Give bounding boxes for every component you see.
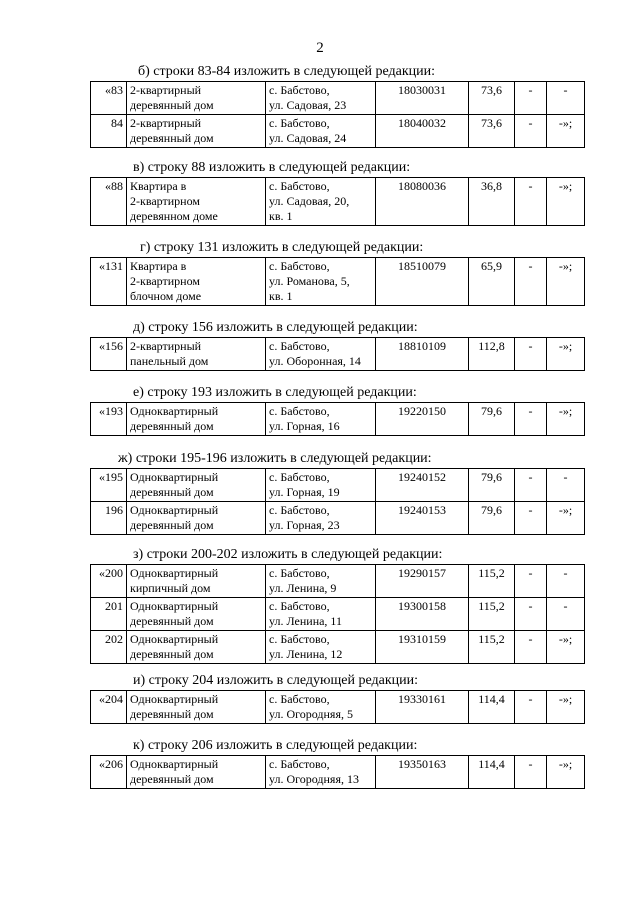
cell-d1: - [515, 115, 547, 148]
cell-d2: -»; [547, 631, 585, 664]
cell-line: кирпичный дом [130, 581, 211, 595]
section-heading-b: б) строки 83-84 изложить в следующей редакции: [138, 64, 436, 79]
cell-line: с. Бабстово, [269, 259, 330, 273]
cell-d2: -»; [547, 403, 585, 436]
cell-d1: - [515, 756, 547, 789]
cell-type [127, 469, 266, 502]
cell-line: с. Бабстово, [269, 632, 330, 646]
table-row [91, 598, 585, 631]
cell-line: с. Бабстово, [269, 83, 330, 97]
cell-line: блочном доме [130, 289, 202, 303]
section-heading-v: в) строку 88 изложить в следующей редакции: [133, 160, 411, 175]
cell-d1: - [515, 598, 547, 631]
table-row [91, 178, 585, 226]
cell-address [266, 82, 376, 115]
cell-type [127, 82, 266, 115]
cell-line: Одноквартирный [130, 404, 219, 418]
page-number: 2 [316, 40, 324, 56]
cell-area: 36,8 [469, 178, 515, 226]
cell-type [127, 258, 266, 306]
section-heading-d: д) строку 156 изложить в следующей редакции: [133, 320, 418, 335]
cell-type [127, 178, 266, 226]
cell-d2: - [547, 469, 585, 502]
cell-line: деревянный дом [130, 772, 214, 786]
cell-code: 18040032 [376, 115, 469, 148]
cell-line: ул. Оборонная, 14 [269, 354, 361, 368]
table-row [91, 631, 585, 664]
cell-num: «88 [91, 178, 127, 226]
cell-num: «200 [91, 565, 127, 598]
cell-address [266, 691, 376, 724]
table-section-b [90, 81, 585, 148]
table-section-e [90, 402, 585, 436]
cell-area: 114,4 [469, 756, 515, 789]
cell-type [127, 338, 266, 371]
table-section-i [90, 690, 585, 724]
cell-num: «193 [91, 403, 127, 436]
cell-code: 18080036 [376, 178, 469, 226]
cell-line: Одноквартирный [130, 566, 219, 580]
cell-d2: -»; [547, 691, 585, 724]
section-heading-i: и) строку 204 изложить в следующей редакции: [133, 673, 419, 688]
cell-line: с. Бабстово, [269, 470, 330, 484]
cell-line: деревянный дом [130, 707, 214, 721]
cell-line: деревянный дом [130, 98, 214, 112]
cell-type [127, 691, 266, 724]
table-row [91, 258, 585, 306]
cell-line: 2-квартирный [130, 83, 202, 97]
cell-line: деревянный дом [130, 518, 214, 532]
cell-line: ул. Садовая, 20, [269, 194, 350, 208]
cell-d1: - [515, 691, 547, 724]
cell-type [127, 756, 266, 789]
cell-d1: - [515, 631, 547, 664]
cell-line: с. Бабстово, [269, 179, 330, 193]
cell-code: 18030031 [376, 82, 469, 115]
cell-line: Одноквартирный [130, 632, 219, 646]
cell-num: «204 [91, 691, 127, 724]
cell-num: «83 [91, 82, 127, 115]
cell-line: ул. Огородняя, 5 [269, 707, 353, 721]
table-section-z [90, 564, 585, 664]
cell-num: «156 [91, 338, 127, 371]
cell-line: деревянный дом [130, 485, 214, 499]
cell-line: ул. Ленина, 9 [269, 581, 337, 595]
cell-line: деревянный дом [130, 614, 214, 628]
cell-address [266, 598, 376, 631]
cell-d2: - [547, 565, 585, 598]
table-row [91, 756, 585, 789]
cell-code: 19300158 [376, 598, 469, 631]
cell-line: ул. Ленина, 11 [269, 614, 342, 628]
table-row [91, 403, 585, 436]
cell-num: «131 [91, 258, 127, 306]
cell-d1: - [515, 469, 547, 502]
cell-d2: -»; [547, 756, 585, 789]
cell-line: 2-квартирном [130, 274, 200, 288]
cell-code: 19220150 [376, 403, 469, 436]
cell-area: 79,6 [469, 469, 515, 502]
cell-d1: - [515, 82, 547, 115]
cell-code: 19240152 [376, 469, 469, 502]
cell-line: с. Бабстово, [269, 757, 330, 771]
section-heading-k: к) строку 206 изложить в следующей редакции: [133, 738, 418, 753]
table-row [91, 338, 585, 371]
section-heading-zh: ж) строки 195-196 изложить в следующей редакции: [118, 451, 432, 466]
cell-area: 79,6 [469, 403, 515, 436]
cell-d2: - [547, 598, 585, 631]
cell-line: Одноквартирный [130, 692, 219, 706]
section-heading-e: е) строку 193 изложить в следующей редакции: [133, 385, 417, 400]
cell-code: 18810109 [376, 338, 469, 371]
cell-code: 19330161 [376, 691, 469, 724]
cell-d2: -»; [547, 115, 585, 148]
cell-line: Одноквартирный [130, 470, 219, 484]
cell-d2: -»; [547, 178, 585, 226]
cell-area: 114,4 [469, 691, 515, 724]
cell-address [266, 115, 376, 148]
cell-type [127, 565, 266, 598]
cell-num: 84 [91, 115, 127, 148]
cell-line: ул. Горная, 19 [269, 485, 340, 499]
cell-d2: - [547, 82, 585, 115]
cell-d1: - [515, 565, 547, 598]
cell-d2: -»; [547, 258, 585, 306]
cell-line: деревянном доме [130, 209, 218, 223]
cell-line: Квартира в [130, 179, 187, 193]
cell-line: ул. Садовая, 24 [269, 131, 347, 145]
cell-line: Квартира в [130, 259, 187, 273]
cell-line: ул. Ленина, 12 [269, 647, 343, 661]
cell-num: 196 [91, 502, 127, 535]
cell-num: «195 [91, 469, 127, 502]
cell-num: 202 [91, 631, 127, 664]
cell-line: с. Бабстово, [269, 566, 330, 580]
cell-code: 19240153 [376, 502, 469, 535]
table-section-g [90, 257, 585, 306]
cell-line: 2-квартирном [130, 194, 200, 208]
cell-line: Одноквартирный [130, 599, 219, 613]
cell-line: Одноквартирный [130, 503, 219, 517]
cell-area: 115,2 [469, 598, 515, 631]
cell-address [266, 565, 376, 598]
cell-line: деревянный дом [130, 419, 214, 433]
cell-d1: - [515, 258, 547, 306]
cell-line: ул. Горная, 23 [269, 518, 340, 532]
cell-d2: -»; [547, 502, 585, 535]
cell-code: 19290157 [376, 565, 469, 598]
cell-num: 201 [91, 598, 127, 631]
cell-line: деревянный дом [130, 647, 214, 661]
table-section-zh [90, 468, 585, 535]
cell-d1: - [515, 338, 547, 371]
cell-line: ул. Садовая, 23 [269, 98, 347, 112]
cell-address [266, 178, 376, 226]
cell-d1: - [515, 178, 547, 226]
cell-line: с. Бабстово, [269, 599, 330, 613]
cell-line: с. Бабстово, [269, 404, 330, 418]
cell-d2: -»; [547, 338, 585, 371]
cell-area: 73,6 [469, 82, 515, 115]
table-row [91, 82, 585, 115]
cell-area: 65,9 [469, 258, 515, 306]
cell-line: с. Бабстово, [269, 116, 330, 130]
cell-address [266, 258, 376, 306]
cell-address [266, 631, 376, 664]
cell-area: 115,2 [469, 565, 515, 598]
section-heading-z: з) строки 200-202 изложить в следующей редакции: [133, 547, 443, 562]
cell-type [127, 115, 266, 148]
cell-address [266, 502, 376, 535]
table-row [91, 502, 585, 535]
cell-type [127, 598, 266, 631]
table-section-v [90, 177, 585, 226]
cell-area: 73,6 [469, 115, 515, 148]
cell-address [266, 469, 376, 502]
cell-line: 2-квартирный [130, 339, 202, 353]
cell-line: кв. 1 [269, 209, 293, 223]
table-row [91, 565, 585, 598]
section-heading-g: г) строку 131 изложить в следующей редакции: [140, 240, 424, 255]
cell-num: «206 [91, 756, 127, 789]
cell-line: Одноквартирный [130, 757, 219, 771]
cell-d1: - [515, 403, 547, 436]
cell-line: с. Бабстово, [269, 339, 330, 353]
cell-code: 19310159 [376, 631, 469, 664]
cell-line: деревянный дом [130, 131, 214, 145]
cell-code: 19350163 [376, 756, 469, 789]
table-row [91, 115, 585, 148]
cell-code: 18510079 [376, 258, 469, 306]
cell-line: ул. Огородняя, 13 [269, 772, 359, 786]
cell-line: ул. Горная, 16 [269, 419, 340, 433]
cell-area: 115,2 [469, 631, 515, 664]
cell-type [127, 403, 266, 436]
table-row [91, 469, 585, 502]
cell-d1: - [515, 502, 547, 535]
cell-address [266, 403, 376, 436]
cell-address [266, 756, 376, 789]
cell-line: кв. 1 [269, 289, 293, 303]
cell-line: ул. Романова, 5, [269, 274, 350, 288]
table-section-k [90, 755, 585, 789]
cell-line: с. Бабстово, [269, 692, 330, 706]
cell-type [127, 502, 266, 535]
cell-area: 79,6 [469, 502, 515, 535]
cell-address [266, 338, 376, 371]
cell-line: с. Бабстово, [269, 503, 330, 517]
cell-line: 2-квартирный [130, 116, 202, 130]
table-row [91, 691, 585, 724]
table-section-d [90, 337, 585, 371]
cell-line: панельный дом [130, 354, 209, 368]
cell-type [127, 631, 266, 664]
cell-area: 112,8 [469, 338, 515, 371]
